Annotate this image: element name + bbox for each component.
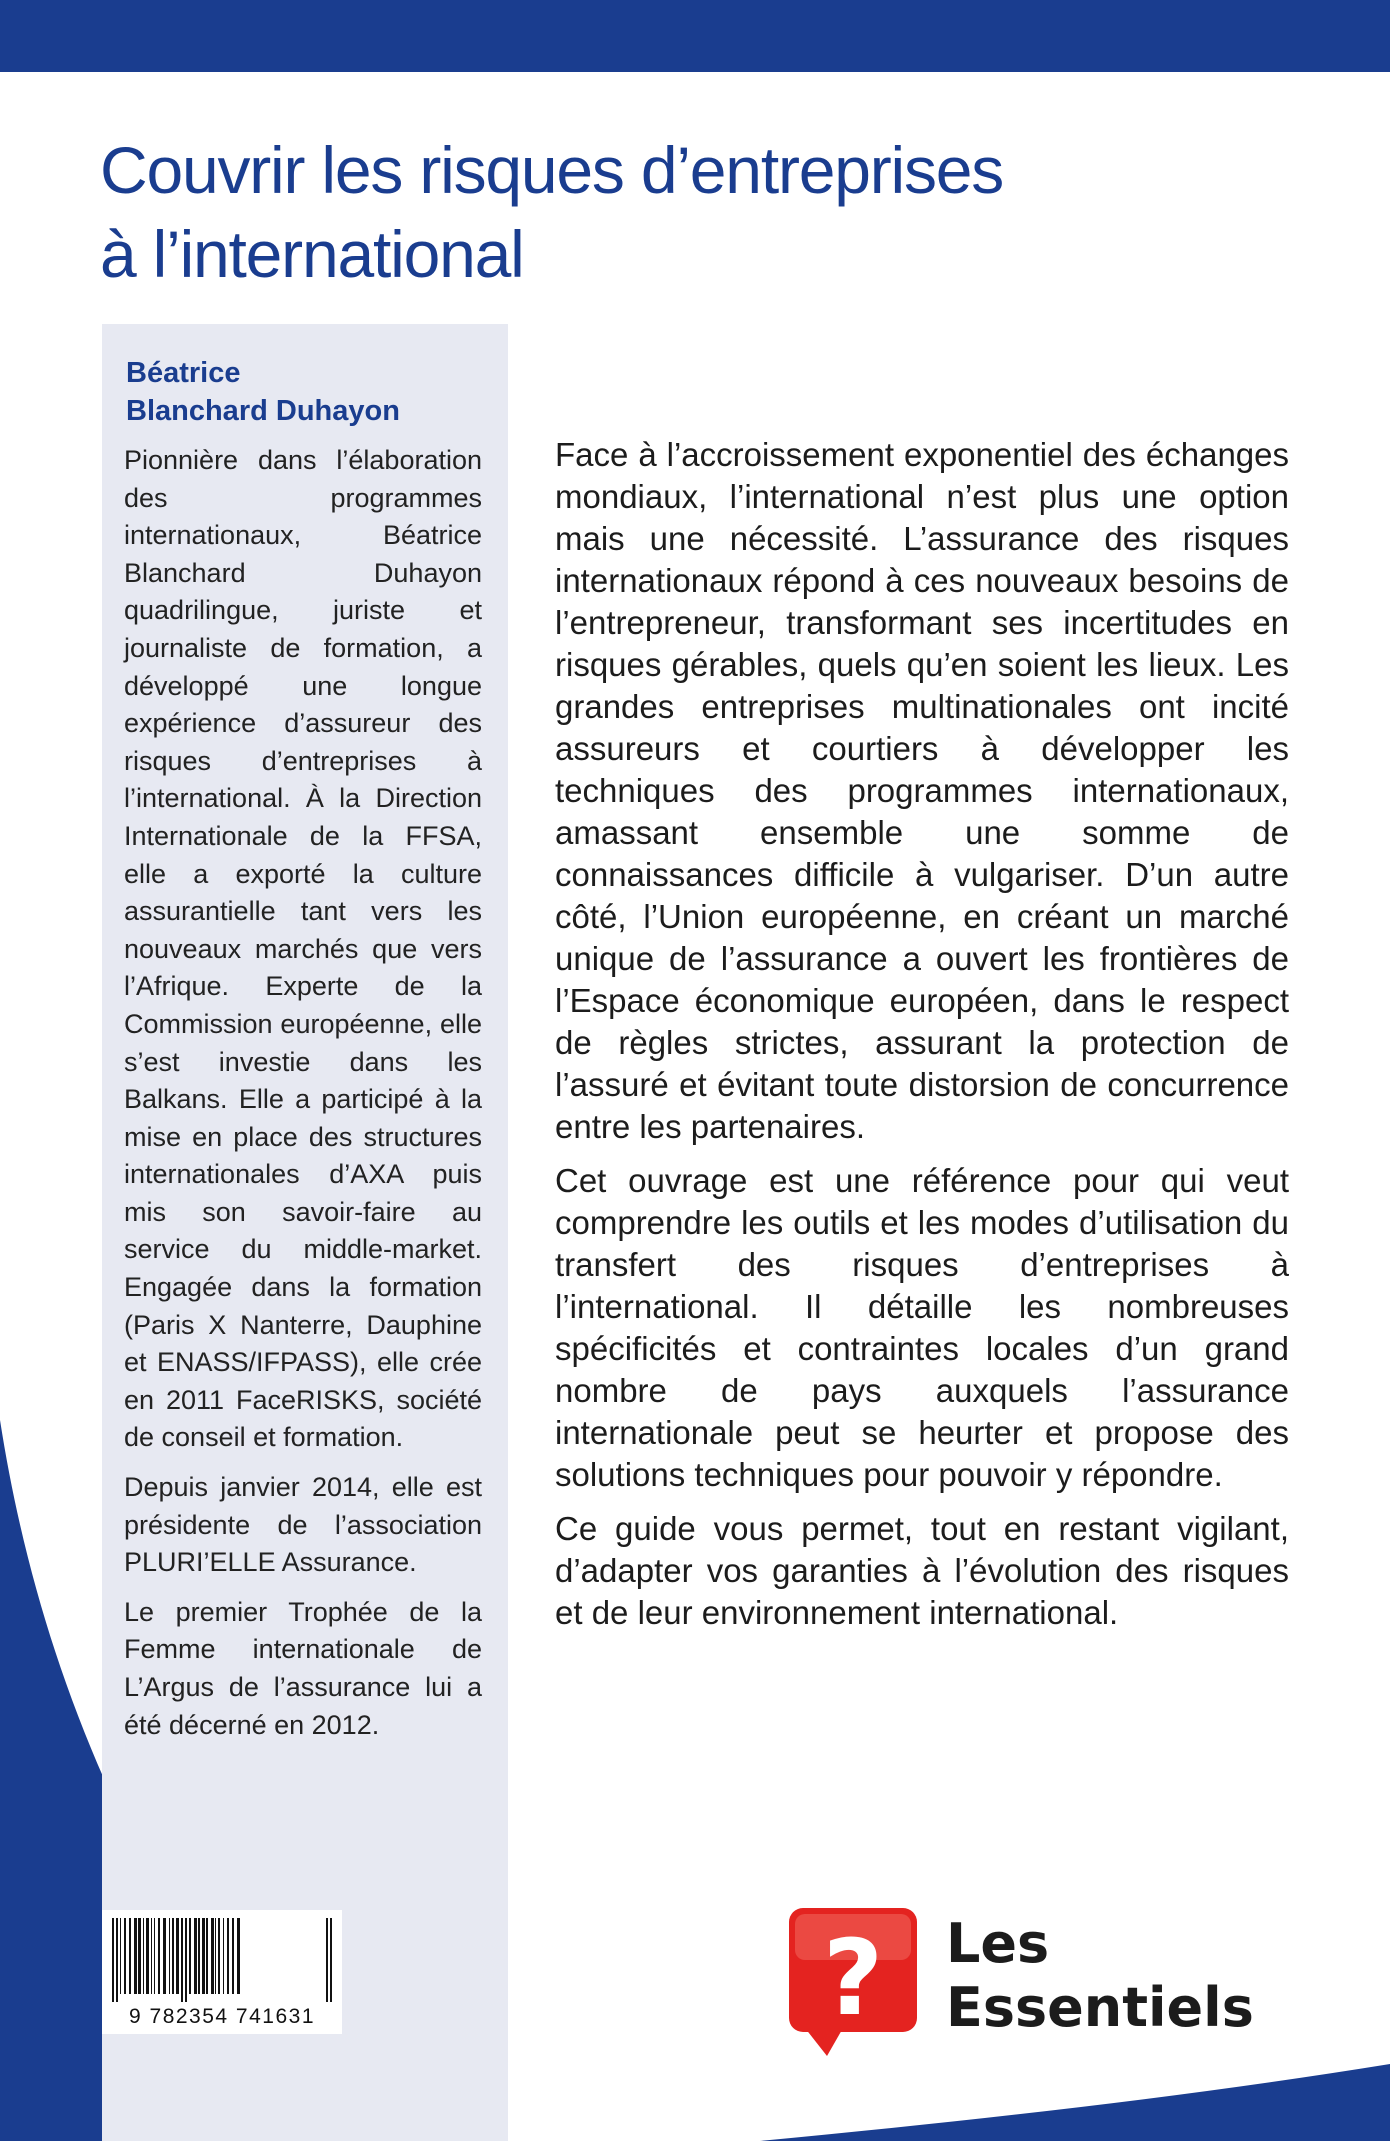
barcode-bar bbox=[134, 1918, 137, 1994]
barcode-bar bbox=[143, 1918, 144, 1994]
barcode-bar bbox=[124, 1918, 126, 1994]
author-last-name: Blanchard Duhayon bbox=[126, 395, 400, 427]
barcode-bar bbox=[326, 1918, 328, 2002]
barcode-bar bbox=[189, 1918, 191, 1994]
logo-wordmark bbox=[946, 1912, 1254, 2040]
barcode-bar bbox=[218, 1918, 220, 1994]
book-description bbox=[555, 434, 1289, 1646]
barcode-bar bbox=[227, 1918, 229, 1994]
description-paragraph: Cet ouvrage est une référence pour qui veut comprendre les outils et les modes d’utilisation du transfert des risques d’entreprises à l’international. Il détaille les nombreuses spécificités et contraintes locales d’un grand nombre de pays auxquels l’assurance internationale peut se heurter et propose des solutions techniques pour pouvoir y répondre. bbox=[555, 1162, 1289, 1493]
question-mark-speech-bubble-icon bbox=[783, 1902, 923, 2062]
barcode-bar bbox=[198, 1918, 200, 1994]
author-first-name: Béatrice bbox=[126, 357, 241, 389]
barcode-bar bbox=[202, 1918, 205, 1994]
barcode-bar bbox=[116, 1918, 118, 2002]
logo-line-1: Les bbox=[946, 1912, 1050, 1975]
description-paragraph: Ce guide vous permet, tout en restant vigilant, d’adapter vos garanties à l’évolution des risques et de leur environnement international. bbox=[555, 1510, 1289, 1631]
barcode-bar bbox=[172, 1918, 174, 1994]
barcode-bar bbox=[215, 1918, 216, 1994]
bio-paragraph: Depuis janvier 2014, elle est présidente de l’association PLURI’ELLE Assurance. bbox=[124, 1472, 482, 1578]
logo-line-2: Essentiels bbox=[946, 1976, 1254, 2039]
barcode-bar bbox=[330, 1918, 332, 2002]
barcode-bar bbox=[169, 1918, 170, 1994]
barcode-bar bbox=[206, 1918, 208, 1994]
barcode-bar bbox=[194, 1918, 197, 1994]
isbn-digits: 9 782354 741631 bbox=[129, 2005, 315, 2028]
isbn-barcode bbox=[102, 1910, 342, 2034]
barcode-bars bbox=[110, 1918, 334, 2002]
barcode-bar bbox=[181, 1918, 183, 2002]
barcode-bar bbox=[146, 1918, 149, 1994]
author-name bbox=[126, 354, 496, 430]
bio-paragraph: Le premier Trophée de la Femme internationale de L’Argus de l’assurance lui a été décerné en 2012. bbox=[124, 1596, 482, 1740]
barcode-bar bbox=[232, 1918, 234, 1994]
barcode-bar bbox=[154, 1918, 155, 1994]
barcode-bar bbox=[176, 1918, 179, 1994]
barcode-bar bbox=[223, 1918, 224, 1994]
book-title-line-1: Couvrir les risques d’entreprises bbox=[100, 133, 1004, 207]
book-title-line-2: à l’international bbox=[100, 217, 524, 291]
bio-paragraph: Pionnière dans l’élaboration des programmes internationaux, Béatrice Blanchard Duhayon quadrilingue, juriste et journaliste de formation, a développé une longue expérience d’assureur des risques d’entreprises à l’international. À la Direction Internationale de la FFSA, elle a exporté la culture assurantielle tant vers les nouveaux marchés que vers l’Afrique. Experte de la Commission européenne, elle s’est investie dans les Balkans. Elle a participé à la mise en place des structures internationales d’AXA puis mis son savoir-faire au service du middle-market. Engagée dans la formation (Paris X Nanterre, Dauphine et ENASS/IFPASS), elle crée en 2011 FaceRISKS, société de conseil et formation. bbox=[124, 445, 482, 1453]
svg-text:?: ? bbox=[822, 1917, 884, 2039]
barcode-bar bbox=[158, 1918, 160, 1994]
barcode-bar bbox=[112, 1918, 114, 2002]
barcode-bar bbox=[185, 1918, 187, 2002]
book-title bbox=[100, 128, 1300, 296]
barcode-bar bbox=[120, 1918, 121, 1994]
description-paragraph: Face à l’accroissement exponentiel des échanges mondiaux, l’international n’est plus une option mais une nécessité. L’assurance des risques internationaux répond à ces nouveaux besoins de l’entrepreneur, transformant ses incertitudes en risques gérables, quels qu’en soient les lieux. Les grandes entreprises multinationales ont incité assureurs et courtiers à développer les techniques des programmes internationaux, amassant ensemble une somme de connaissances difficile à vulgariser. D’un autre côté, l’Union européenne, en créant un marché unique de l’assurance a ouvert les frontières de l’Espace économique européen, dans le respect de règles strictes, assurant la protection de l’assuré et évitant toute distorsion de concurrence entre les partenaires. bbox=[555, 436, 1289, 1145]
barcode-bar bbox=[129, 1918, 131, 1994]
barcode-bar bbox=[237, 1918, 240, 1994]
barcode-bar bbox=[163, 1918, 166, 1994]
author-biography bbox=[124, 442, 482, 1756]
barcode-bar bbox=[151, 1918, 152, 1994]
barcode-bar bbox=[138, 1918, 141, 1994]
barcode-bar bbox=[211, 1918, 214, 1994]
les-essentiels-logo bbox=[783, 1902, 1303, 2062]
